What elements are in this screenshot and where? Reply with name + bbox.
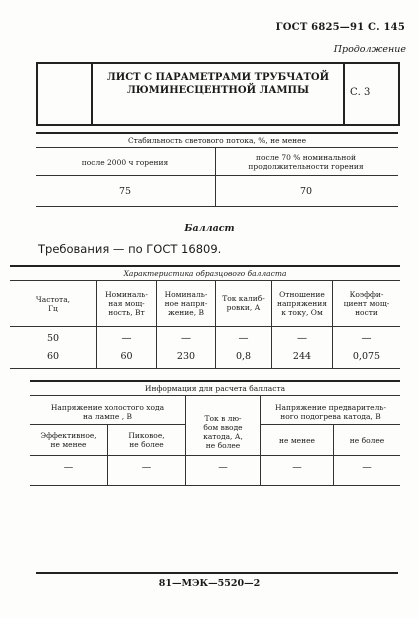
flux-table-rule-1 [36,147,398,148]
ref-header-ratio-line2: напряжения [276,299,328,308]
ref-header-power-factor-line2: циент мощ- [343,299,390,308]
continuation-label: Продолжение [333,44,406,55]
calc-col3-header-line4: не более [205,441,241,450]
calc-value-5: — [362,462,372,473]
calc-value-2: — [141,462,152,473]
calc-group2-header-line1: Напряжение предваритель- [274,403,387,412]
ref-row1-current: — [238,333,249,344]
flux-col2-header-line2: продолжительности горения [248,162,364,171]
sheet-title [96,71,340,97]
flux-table-rule-2 [36,175,398,176]
calc-table-bottom-rule [30,485,400,486]
ref-header-voltage [157,290,215,317]
calc-value-3: — [218,462,228,473]
calc-group1-header [30,403,185,421]
ref-row1-power: — [121,333,132,344]
title-box-divider-left [91,62,93,124]
ref-header-current [216,294,271,312]
flux-col1-value: 75 [118,186,132,197]
ref-header-ratio-line3: к току, Ом [281,308,323,317]
ref-row2-frequency: 60 [46,351,60,362]
ref-header-power-line3: ность, Вт [108,308,145,317]
ref-row2-voltage: 230 [176,351,196,362]
ref-row2-power-factor: 0,075 [352,351,381,362]
ref-row1-voltage: — [181,333,191,344]
calc-col3-header [186,414,260,450]
footer-rule [36,572,398,574]
flux-table-divider [215,147,216,206]
calc-value-1: — [63,462,74,473]
ref-table-top-rule [10,265,400,267]
calc-table-title: Информация для расчета балласта [144,384,286,393]
calc-sub2-header-line2: не более [129,440,164,449]
sheet-title-line1: ЛИСТ С ПАРАМЕТРАМИ ТРУБЧАТОЙ [106,72,330,83]
ref-table-bottom-rule [10,368,400,369]
ref-header-power [97,290,156,317]
ref-header-power-factor-line3: ности [355,308,378,317]
calc-group1-header-line2: на лампе , В [82,412,133,421]
calc-group2-header-line2: ного подогрева катода, В [280,412,381,421]
sheet-title-line2: ЛЮМИНЕСЦЕНТНОЙ ЛАМПЫ [126,85,310,96]
ref-table-title: Характеристика образцового балласта [123,269,287,278]
ref-header-frequency-line2: Гц [48,304,58,313]
ref-row1-frequency: 50 [46,333,60,344]
calc-sub2-header-line1: Пиковое, [128,431,165,440]
ref-header-ratio [272,290,332,317]
calc-group2-header [261,403,400,421]
ref-header-power-factor [333,290,400,317]
ref-row2-current: 0,8 [235,351,252,362]
ref-header-frequency [10,295,96,313]
flux-col2-value: 70 [299,186,313,197]
ref-row1-power-factor: — [361,333,372,344]
calc-group1-header-line1: Напряжение холостого хода [50,403,165,412]
standard-page-header: ГОСТ 6825—91 С. 145 [275,22,405,33]
calc-sub1-header-line2: не менее [50,440,87,449]
ref-table-rule-1 [10,280,400,281]
flux-col1-header: после 2000 ч горения [81,158,169,167]
calc-group2-rule [260,424,400,425]
calc-col3-header-line3: катода, А, [203,432,243,441]
calc-sub2-header [108,431,185,449]
calc-sub1-header [30,431,107,449]
ref-header-power-line1: Номиналь- [105,290,148,299]
ref-header-power-line2: ная мощ- [108,299,145,308]
calc-table-rule-1 [30,395,400,396]
calc-table-rule-2 [30,455,400,456]
ref-row1-ratio: — [297,333,307,344]
flux-table-top-rule [36,132,398,134]
ref-row2-ratio: 244 [292,351,312,362]
ballast-requirements: Требования — по ГОСТ 16809. [38,242,222,256]
ref-header-frequency-line1: Частота, [35,295,71,304]
ref-header-current-line2: ровки, А [226,303,261,312]
ballast-heading: Балласт [184,223,235,234]
calc-col3-header-line1: Ток в лю- [204,414,242,423]
ref-table-rule-2 [10,326,400,327]
title-box-divider-right [343,62,345,124]
calc-table-top-rule [30,380,400,382]
calc-col3-header-line2: бом вводе [203,423,243,432]
flux-table-bottom-rule [36,206,398,207]
calc-value-4: — [292,462,302,473]
flux-col2-header-line1: после 70 % номинальной [256,153,356,162]
flux-table-title: Стабильность светового потока, %, не менее [127,136,307,145]
flux-col2-header [216,153,396,171]
ref-row2-power: 60 [120,351,133,362]
calc-group1-rule [30,424,185,425]
calc-sub4-header: не менее [279,436,315,445]
ref-header-power-factor-line1: Коэффи- [349,290,384,299]
ref-header-voltage-line2: ное напря- [164,299,208,308]
ref-header-voltage-line1: Номиналь- [164,290,208,299]
ref-header-voltage-line3: жение, В [167,308,205,317]
ref-header-ratio-line1: Отношение [279,290,325,299]
sheet-page-number: С. 3 [350,87,371,98]
footer-code: 81—МЭК—5520—2 [158,578,261,589]
calc-sub1-header-line1: Эффективное, [40,431,97,440]
ref-header-current-line1: Ток калиб- [222,294,265,303]
calc-sub5-header: не более [349,436,385,445]
